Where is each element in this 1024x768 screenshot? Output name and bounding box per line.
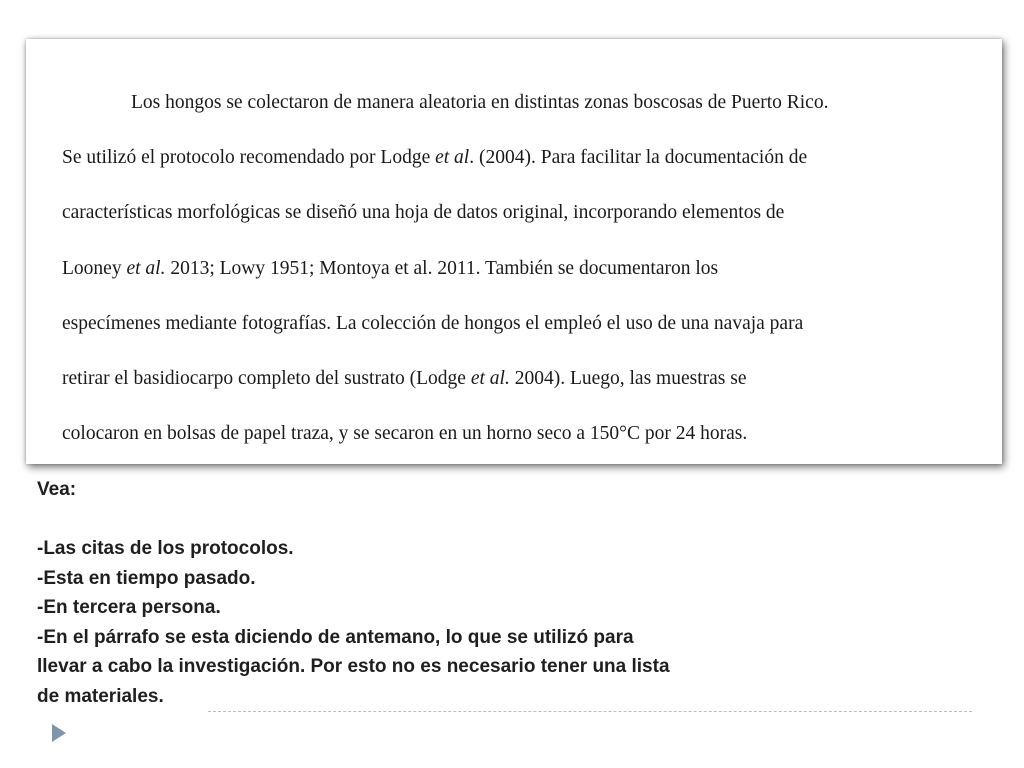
- note-item-past-tense: -Esta en tiempo pasado.: [37, 567, 256, 589]
- notes-heading: Vea:: [37, 479, 77, 500]
- excerpt-line-3: características morfológicas se diseñó una hoja de datos original, incorporando elementos de: [62, 202, 785, 224]
- excerpt-line-1: Los hongos se colectaron de manera aleatoria en distintas zonas boscosas de Puerto Rico.: [131, 92, 829, 113]
- excerpt-line-7: colocaron en bolsas de papel traza, y se secaron en un horno seco a 150°C por 24 horas.: [62, 423, 748, 445]
- notes-text: [37, 475, 937, 711]
- excerpt-image: [26, 39, 1002, 464]
- excerpt-line-4: Looney et al. 2013; Lowy 1951; Montoya et al. 2011. También se documentaron los: [62, 257, 719, 279]
- footer-divider: [208, 711, 972, 712]
- notes-spacer: [37, 505, 937, 535]
- excerpt-line-5: especímenes mediante fotografías. La colección de hongos el empleó el uso de una navaja para: [62, 312, 804, 334]
- note-item-citations: -Las citas de los protocolos.: [37, 538, 294, 559]
- note-item-third-person: -En tercera persona.: [37, 597, 221, 618]
- note-item-paragraph-line-1: -En el párrafo se esta diciendo de antemano, lo que se utilizó para: [37, 626, 634, 648]
- note-item-paragraph-line-2: llevar a cabo la investigación. Por esto no es necesario tener una lista: [37, 656, 670, 677]
- excerpt-line-2: Se utilizó el protocolo recomendado por Lodge et al. (2004). Para facilitar la documentación de: [62, 147, 808, 169]
- triangle-right-icon[interactable]: [52, 724, 66, 742]
- excerpt-line-6: retirar el basidiocarpo completo del sustrato (Lodge et al. 2004). Luego, las muestras se: [62, 368, 747, 390]
- excerpt-paragraph: [62, 75, 982, 461]
- note-item-paragraph-line-3: de materiales.: [37, 685, 164, 707]
